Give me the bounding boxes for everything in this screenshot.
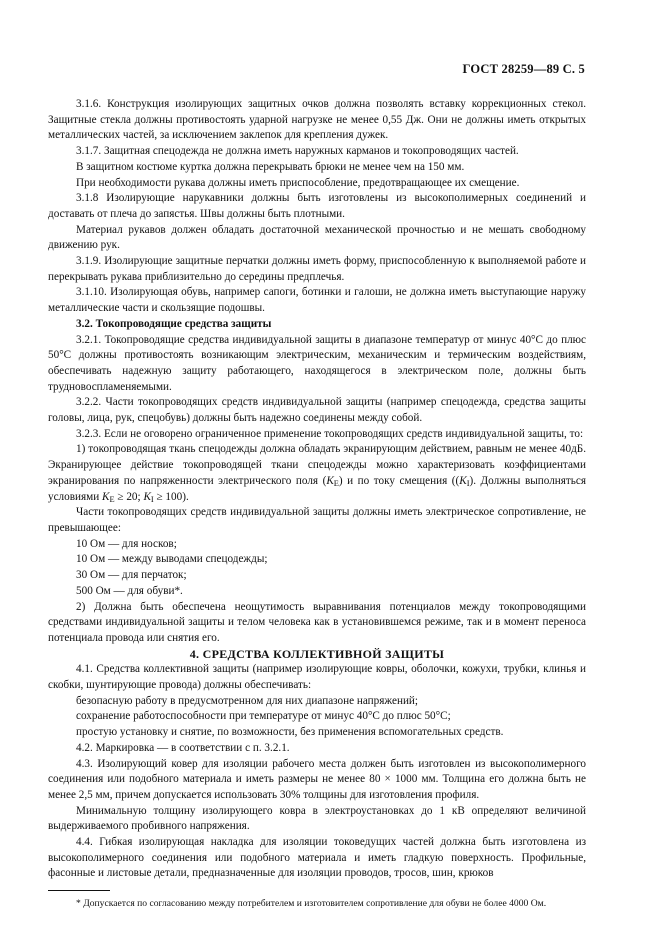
paragraph-4-3-thickness: Минимальную толщину изолирующего ковра в электроустановках до 1 кВ определяют величиной выдерживаемого пробивного напряжения. bbox=[48, 804, 586, 833]
resistance-gloves: 30 Ом — для перчаток; bbox=[76, 569, 187, 582]
item1-text-d: ≥ 20; bbox=[114, 490, 144, 503]
subscript-i: I bbox=[150, 494, 154, 504]
paragraph-4-1: 4.1. Средства коллективной защиты (например изолирующие ковры, оболочки, кожухи, трубки, клинья и скобки, шунтирующие провода) должны обеспечивать: bbox=[48, 663, 586, 692]
item1-text-c: ). Должны выполняться условиями bbox=[48, 474, 587, 503]
resistance-clothing: 10 Ом — между выводами спецодежды; bbox=[76, 553, 268, 566]
paragraph-4-1-a: безопасную работу в предусмотренном для них диапазоне напряжений; bbox=[76, 694, 419, 707]
subscript-e: E bbox=[333, 478, 339, 488]
symbol-k: K bbox=[459, 474, 467, 487]
paragraph-4-3: 4.3. Изолирующий ковер для изоляции рабочего места должен быть изготовлен из высокополимерного соединения или подобного материала и иметь размеры не менее 80 × 1000 мм. Толщина его должна быть не менее 2,5 мм, причем допускается использовать 30% толщины для изготовления профиля. bbox=[48, 757, 586, 801]
paragraph-3-1-7: 3.1.7. Защитная спецодежда не должна иметь наружных карманов и токопроводящих частей. bbox=[76, 145, 519, 158]
paragraph-4-1-b: сохранение работоспособности при температуре от минус 40°С до плюс 50°С; bbox=[76, 710, 451, 723]
paragraph-4-1-c: простую установку и снятие, по возможности, без применения вспомогательных средств. bbox=[76, 726, 504, 739]
subscript-i: I bbox=[466, 478, 470, 488]
item1-text-b: ) и по току смещения ( bbox=[338, 474, 456, 487]
paragraph-3-1-6: 3.1.6. Конструкция изолирующих защитных очков должна позволять вставку коррекционных стекол. Защитные стекла должны противостоять ударной нагрузке не менее 0,55 Дж. Они не должны иметь открытых металлических частей, за исключением заклепок для крепления дужек. bbox=[48, 98, 586, 142]
paragraph-3-1-8-material: Материал рукавов должен обладать достаточной механической прочностью и не мешать свободному движению рук. bbox=[48, 223, 586, 252]
paragraph-3-1-7-costume: В защитном костюме куртка должна перекрывать брюки не менее чем на 150 мм. bbox=[76, 160, 465, 173]
list-item-2: 2) Должна быть обеспечена неощутимость выравнивания потенциалов между токопроводящими средствами индивидуальной защиты и телом человека как в установившемся режиме, так и в момент переноса потенциала провода или снятия его. bbox=[48, 600, 586, 644]
item1-text-e: ≥ 100). bbox=[153, 490, 189, 503]
paragraph-3-1-10: 3.1.10. Изолирующая обувь, например сапоги, ботинки и галоши, не должна иметь выступающие наружу металлические части и скользящие подошвы. bbox=[48, 286, 586, 315]
paragraph-3-1-9: 3.1.9. Изолирующие защитные перчатки должны иметь форму, приспособленную к выполняемой работе и перекрывать рукава приблизительно до середины предплечья. bbox=[48, 255, 586, 283]
paragraph-3-1-7-sleeves: При необходимости рукава должны иметь приспособление, предотвращающее их смещение. bbox=[76, 176, 520, 189]
page-header: ГОСТ 28259—89 С. 5 bbox=[462, 62, 585, 76]
footnote-divider bbox=[48, 890, 110, 891]
symbol-k: K bbox=[143, 490, 151, 503]
paragraph-3-1-8: 3.1.8 Изолирующие нарукавники должны быть изготовлены из высокополимерных соединений и доставать от плеча до запястья. Швы должны быть плотными. bbox=[48, 192, 586, 220]
list-item-1: 1) токопроводящая ткань спецодежды должна обладать экранирующим действием, равным не менее 40дБ. Экранирующее действие токопроводящей ткани спецодежды можно характеризовать коэффициентами экранирования по напряженности электрического поля $(K_E)$ и по току смещения ($(K_I)$. Должны выполняться условиями $K_E \ge 20$; $K_I \ge 100$). bbox=[48, 443, 587, 504]
paragraph-3-2-3: 3.2.3. Если не оговорено ограниченное применение токопроводящих средств индивидуальной защиты, то: bbox=[76, 427, 584, 440]
paragraph-3-2-2: 3.2.2. Части токопроводящих средств индивидуальной защиты (например спецодежда, средства защиты головы, лица, рук, спецобувь) должны быть надежно соединены между собой. bbox=[48, 396, 586, 425]
paragraph-4-2: 4.2. Маркировка — в соответствии с п. 3.2.1. bbox=[76, 741, 290, 754]
symbol-k: K bbox=[326, 474, 334, 487]
symbol-k: K bbox=[102, 490, 110, 503]
document-body bbox=[48, 97, 586, 910]
footnote: * Допускается по согласованию между потребителем и изготовителем сопротивление для обуви не более 4000 Ом. bbox=[76, 898, 547, 910]
paragraph-resistance: Части токопроводящих средств индивидуальной защиты должны иметь электрическое сопротивление, не превышающее: bbox=[48, 506, 586, 534]
paragraph-3-2-1: 3.2.1. Токопроводящие средства индивидуальной защиты в диапазоне температур от минус 40°С до плюс 50°С должны противостоять возникающим электрическим, механическим и термическим воздействиям, обеспечивать надежную защиту работающего, находящегося в электрическом поле, должны быть трудновоспламеняемыми. bbox=[48, 333, 586, 393]
paragraph-4-4: 4.4. Гибкая изолирующая накладка для изоляции токоведущих частей должна быть изготовлена из высокополимерного соединения или подобного материала и иметь гладкую поверхность. Профильные, фасонные и листовые детали, предназначенные для изоляции проводов, тросов, шин, крюков bbox=[48, 836, 586, 880]
resistance-socks: 10 Ом — для носков; bbox=[76, 537, 177, 550]
section-heading-4: 4. СРЕДСТВА КОЛЛЕКТИВНОЙ ЗАЩИТЫ bbox=[189, 646, 445, 661]
resistance-shoes: 500 Ом — для обуви*. bbox=[76, 584, 183, 597]
subsection-heading-3-2: 3.2. Токопроводящие средства защиты bbox=[76, 317, 272, 330]
subscript-e: E bbox=[109, 494, 115, 504]
item1-text-a: 1) токопроводящая ткань спецодежды должна обладать экранирующим действием, равным не менее 40дБ. Экранирующее действие токопроводящей ткани спецодежды можно характеризовать коэффициентами экранирования по напряженности электрического поля ( bbox=[48, 443, 586, 487]
